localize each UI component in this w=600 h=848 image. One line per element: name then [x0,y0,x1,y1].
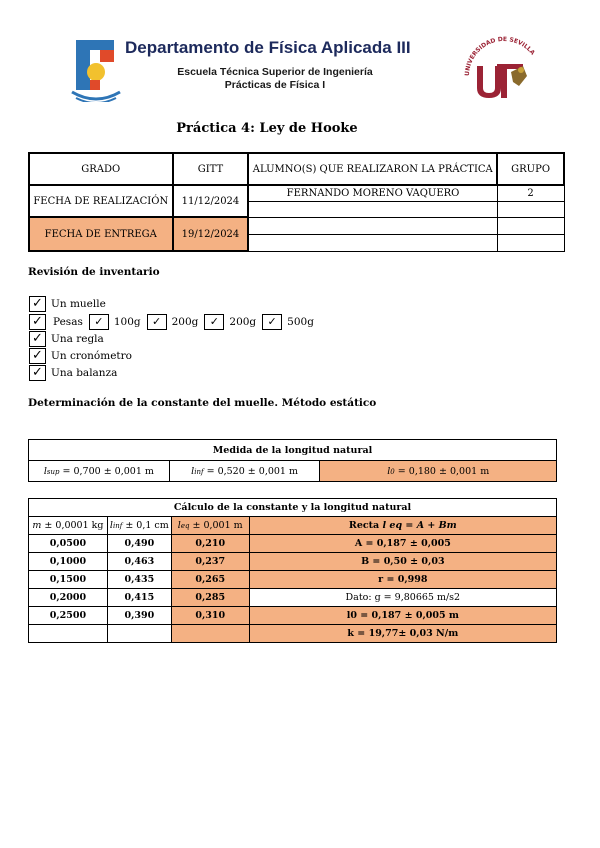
item-label: Un muelle [51,297,106,310]
alumno-2 [248,201,497,217]
static-method-heading: Determinación de la constante del muelle. Método estático [28,397,377,409]
alumno-3 [248,217,497,234]
grupo-3 [497,217,564,234]
fecha-entrega-value: 19/12/2024 [173,217,249,251]
check-item-cronometro [29,347,132,364]
m-cell [29,625,108,643]
weight-label: 100g [113,315,141,328]
leq-cell: 0,265 [171,571,249,589]
check-item-pesas [29,313,314,330]
result-cell: Dato: g = 9,80665 m/s2 [249,589,556,607]
item-label: Una regla [51,332,104,345]
col-leq-header: leq ± 0,001 m [171,517,249,535]
alumno-1: FERNANDO MORENO VAQUERO [248,185,497,201]
leq-cell [171,625,249,643]
check-item-muelle [29,295,106,312]
m-cell: 0,1000 [29,553,108,571]
item-label: Un cronómetro [51,349,132,362]
fecha-entrega-label: FECHA DE ENTREGA [29,217,173,251]
item-label: Una balanza [51,366,118,379]
col-m-header: m ± 0,0001 kg [29,517,108,535]
weight-label: 200g [171,315,199,328]
fecha-realizacion-label: FECHA DE REALIZACIÓN [29,185,173,217]
check-item-regla [29,330,104,347]
m-cell: 0,0500 [29,535,108,553]
linf-cell: 0,463 [107,553,171,571]
linf-cell [107,625,171,643]
result-cell: l0 = 0,187 ± 0,005 m [249,607,556,625]
linf-cell: 0,390 [107,607,171,625]
table-row [29,589,557,607]
page-title: Práctica 4: Ley de Hooke [176,121,358,136]
table-row [29,625,557,643]
grupo-4 [497,234,564,251]
leq-cell: 0,285 [171,589,249,607]
svg-text:UNIVERSIDAD DE SEVILLA: UNIVERSIDAD DE SEVILLA [463,36,537,77]
table-row [29,571,557,589]
checkbox-icon: ✓ [89,314,109,330]
recta-header: Recta l eq = A + Bm [249,517,556,535]
checkbox-icon: ✓ [147,314,167,330]
l-sup-cell: lsup = 0,700 ± 0,001 m [29,461,170,482]
weight-label: 500g [287,315,314,328]
checkbox-icon: ✓ [29,296,46,312]
calc-table [28,498,557,643]
result-cell: r = 0,998 [249,571,556,589]
leq-cell: 0,210 [171,535,249,553]
linf-cell: 0,415 [107,589,171,607]
checkbox-icon: ✓ [204,314,224,330]
m-cell: 0,2000 [29,589,108,607]
school-name: Escuela Técnica Superior de Ingeniería Prácticas de Física I [177,66,373,91]
m-cell: 0,2500 [29,607,108,625]
info-table [28,152,565,252]
leq-cell: 0,310 [171,607,249,625]
department-name: Departamento de Física Aplicada III [125,38,411,57]
table-row [29,607,557,625]
alumno-4 [248,234,497,251]
col-linf-header: linf ± 0,1 cm [107,517,171,535]
checkbox-icon: ✓ [29,331,46,347]
inventory-heading: Revisión de inventario [28,266,160,278]
grupo-value: 2 [497,185,564,201]
calc-title: Cálculo de la constante y la longitud natural [29,499,557,517]
checkbox-icon: ✓ [262,314,282,330]
linf-cell: 0,490 [107,535,171,553]
alumnos-label: ALUMNO(S) QUE REALIZARON LA PRÁCTICA [248,153,497,185]
grado-value: GITT [173,153,249,185]
leq-cell: 0,237 [171,553,249,571]
result-cell: A = 0,187 ± 0,005 [249,535,556,553]
natural-length-title: Medida de la longitud natural [29,440,557,461]
l-inf-cell: linf = 0,520 ± 0,001 m [169,461,320,482]
grado-label: GRADO [29,153,173,185]
linf-cell: 0,435 [107,571,171,589]
weight-label: 200g [229,315,257,328]
result-cell: B = 0,50 ± 0,03 [249,553,556,571]
result-cell: k = 19,77± 0,03 N/m [249,625,556,643]
m-cell: 0,1500 [29,571,108,589]
checkbox-icon: ✓ [29,365,46,381]
natural-length-table [28,439,557,482]
etsi-logo [70,38,122,102]
table-row [29,535,557,553]
checkbox-icon: ✓ [29,348,46,364]
checkbox-icon: ✓ [29,314,46,330]
table-row [29,553,557,571]
universidad-sevilla-seal [463,36,545,102]
item-label: Pesas [53,315,83,328]
l0-cell: l0 = 0,180 ± 0,001 m [320,461,557,482]
check-item-balanza [29,364,117,381]
grupo-2 [497,201,564,217]
grupo-label: GRUPO [497,153,564,185]
fecha-realizacion-value: 11/12/2024 [173,185,249,217]
